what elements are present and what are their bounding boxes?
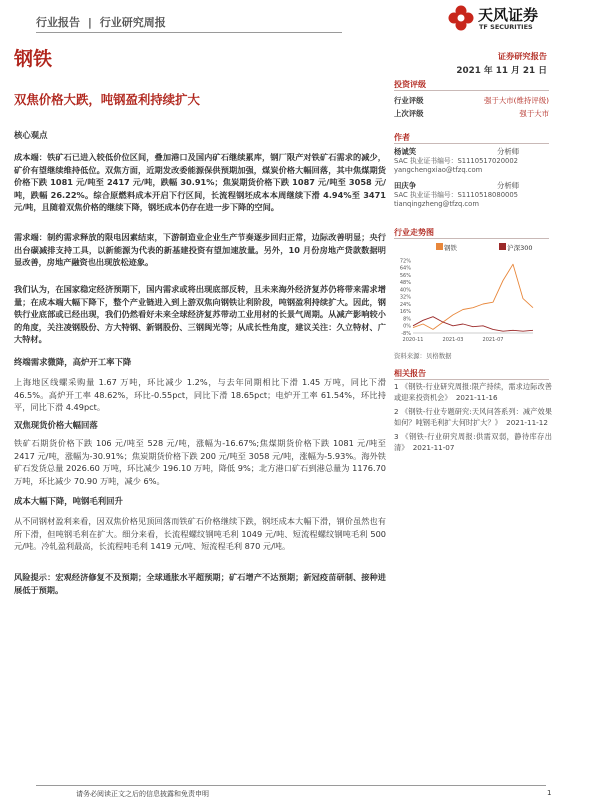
y-tick-label: 0% [403, 323, 411, 330]
y-tick-label: 72% [399, 258, 411, 265]
legend-item-steel: 钢铁 [436, 244, 457, 252]
footer-rule [36, 785, 546, 786]
rating-value: 强于大市(维持评级) [484, 96, 549, 105]
y-tick-label: 8% [403, 316, 411, 323]
y-tick-label: 40% [399, 287, 411, 294]
section-demand-text: 上海地区线螺采购量 1.67 万吨，环比减少 1.2%，与去年同期相比下滑 1.45 万吨，同比下滑 46.5%。高炉开工率 48.62%，环比-0.55pct，同比下滑 18.65pct；电炉开工率 61.54%，环比持平，同比下滑 4.49pct。 [14, 377, 386, 413]
related-report-text: 3 《钢铁-行业研究周报:供需双弱，静待库存出清》 [394, 431, 552, 453]
related-report-item[interactable] [394, 431, 552, 454]
risk-warning: 风险提示：宏观经济修复不及预期；全球通胀水平超预期；矿石增产不达预期；新冠疫苗研制、接种进展低于预期。 [14, 572, 386, 595]
rating-heading: 投资评级 [394, 80, 426, 89]
author-entry [394, 181, 554, 209]
y-tick-label: 64% [399, 265, 411, 272]
core-heading: 核心观点 [14, 130, 48, 140]
core-paragraph-cost: 成本端：铁矿石已进入较低价位区间，叠加港口及国内矿石继续累库，钢厂限产对铁矿石需求的减少，矿价有望继续维持低位。双焦方面，近期发改委能源保供预期加强，煤炭价格大幅回落，其中焦煤期货价格下跌 1081 元/吨至 2417 元/吨，跌幅 30.91%；焦炭期货价格下跌 1087 元/吨至 3058 元/吨，跌幅 26.22%。综合原燃料成本开启下行区间，长流程钢坯成本本周继续下滑 4.94%至 3471 元/吨，且随着双焦价格的继续下降，钢坯成本仍存在进一步下降的空间。 [14, 152, 386, 213]
section-margin-text: 从不同钢材盈利来看，因双焦价格见顶回落而铁矿石价格继续下跌，钢坯成本大幅下滑，钢价虽然也有所下滑，但吨钢毛利在扩大。细分来看，长流程螺纹钢吨毛利 1049 元/吨、短流程螺纹钢吨毛利 500 元/吨。冷轧盈利最高，长流程吨毛利 1419 元/吨、短流程毛利 870 元/吨。 [14, 516, 386, 552]
author-name: 田庆争 [394, 181, 417, 190]
category-label: 行业报告 [36, 16, 80, 29]
report-date: 2021 年 11 月 21 日 [456, 66, 547, 76]
x-tick-label: 2021-03 [442, 337, 464, 343]
author-role: 分析师 [497, 147, 520, 156]
legend-item-csi300: 沪深300 [499, 244, 532, 252]
trend-chart [393, 253, 553, 353]
section-margin-heading: 成本大幅下降，吨钢毛利回升 [14, 496, 123, 506]
logo-cn: 天风证券 [478, 6, 539, 24]
related-report-date: 2021-11-12 [506, 418, 548, 428]
footer-disclaimer: 请务必阅读正文之后的信息披露和免责申明 [76, 790, 209, 798]
section-demand-heading: 终端需求微降，高炉开工率下降 [14, 357, 132, 367]
related-rule [394, 379, 549, 380]
related-list [394, 381, 552, 453]
rating-row-industry [394, 95, 549, 106]
rating-label: 上次评级 [394, 109, 424, 118]
y-tick-label: 32% [399, 294, 411, 301]
rating-label: 行业评级 [394, 96, 424, 105]
trend-legend [436, 243, 533, 252]
authors-heading: 作者 [394, 133, 410, 142]
y-tick-label: 16% [399, 309, 411, 316]
author-license: SAC 执业证书编号：S1110518080005 [394, 191, 518, 199]
related-report-text: 1 《钢铁-行业研究周报:限产持续，需求边际改善或迎来投资机会》 [394, 382, 552, 403]
logo-en: TF SECURITIES [479, 23, 533, 31]
series-line-steel [413, 264, 533, 329]
y-tick-label: 48% [399, 280, 411, 287]
sub-category-label: 行业研究周报 [99, 16, 166, 29]
company-logo [448, 3, 560, 33]
section-coke-text: 铁矿石期货价格下跌 106 元/吨至 528 元/吨，涨幅为-16.67%;焦煤期货价格下跌 1081 元/吨至 2417 元/吨，涨幅为-30.91%；焦炭期货价格下跌 200 元/吨至 3058 元/吨，涨幅为-5.93%。海外铁矿石发货总量 2026.60 万吨，环比减少 196.10 万吨，降低 9%；北方港口矿石到港总量为 1176.70 万吨，环比减少 70.90 万吨，减少 6%。 [14, 438, 386, 486]
trend-rule [394, 238, 549, 239]
series-line-csi300 [413, 317, 533, 332]
rating-value: 强于大市 [519, 109, 549, 118]
author-license: SAC 执业证书编号：S1110517020002 [394, 157, 518, 165]
related-report-text: 2 《钢铁-行业专题研究:天风问答系列：减产效果如何？吨钢毛利扩大何时扩大？》 [394, 406, 552, 428]
y-tick-label: 24% [399, 301, 411, 308]
page-number: 1 [547, 789, 552, 797]
x-tick-label: 2020-11 [402, 337, 424, 343]
logo-flower-icon [448, 5, 474, 31]
related-report-date: 2021-11-07 [412, 443, 455, 453]
report-category [36, 14, 166, 30]
trend-heading: 行业走势图 [394, 228, 434, 237]
related-report-item[interactable] [394, 381, 552, 404]
related-report-date: 2021-11-16 [455, 393, 498, 403]
related-report-item[interactable] [394, 406, 552, 429]
sector-title: 钢铁 [14, 48, 53, 70]
core-paragraph-view: 我们认为，在国家稳定经济预期下，国内需求或将出现底部反转，且未来海外经济复苏仍将带来需求增量；在成本端大幅下降下，整个产业链进入到上游双焦向钢铁让利阶段，吨钢盈利持续扩大。因此，钢铁行业底部或已经出现，我们仍然看好未来全球经济复苏带动工业用材的长景气周期。从减产影响较小的角度，关注凌钢股份、方大特钢、新钢股份、三钢闽光等；从成长性角度，建议关注：久立特材、广大特材。 [14, 284, 386, 345]
author-role: 分析师 [497, 181, 520, 190]
report-title: 双焦价格大跌，吨钢盈利持续扩大 [14, 92, 200, 107]
author-email[interactable]: tianqingzheng@tfzq.com [394, 200, 479, 208]
report-type: 证券研究报告 [497, 51, 547, 61]
rating-rule [394, 90, 549, 91]
author-entry [394, 147, 554, 175]
rating-row-previous [394, 108, 549, 119]
y-tick-label: -8% [401, 330, 411, 337]
category-separator: | [87, 16, 92, 29]
author-email[interactable]: yangchengxiao@tfzq.com [394, 166, 483, 174]
related-heading: 相关报告 [394, 369, 426, 378]
trend-source: 资料来源：贝格数据 [394, 352, 452, 360]
section-coke-heading: 双焦现货价格大幅回落 [14, 420, 98, 430]
author-name: 杨诚笑 [394, 147, 417, 156]
header-rule [36, 32, 342, 33]
y-tick-label: 56% [399, 272, 411, 279]
core-paragraph-demand: 需求端：制约需求释放的限电因素结束，下游制造业企业生产节奏逐步回归正常，边际改善明显；央行出台碳减排支持工具，以新能源为代表的新基建投资有望加速放量。另外，10 月份房地产贷款数据明显改善，房地产融资也出现放松迹象。 [14, 232, 386, 268]
x-tick-label: 2021-07 [482, 337, 504, 343]
authors-rule [394, 143, 549, 144]
